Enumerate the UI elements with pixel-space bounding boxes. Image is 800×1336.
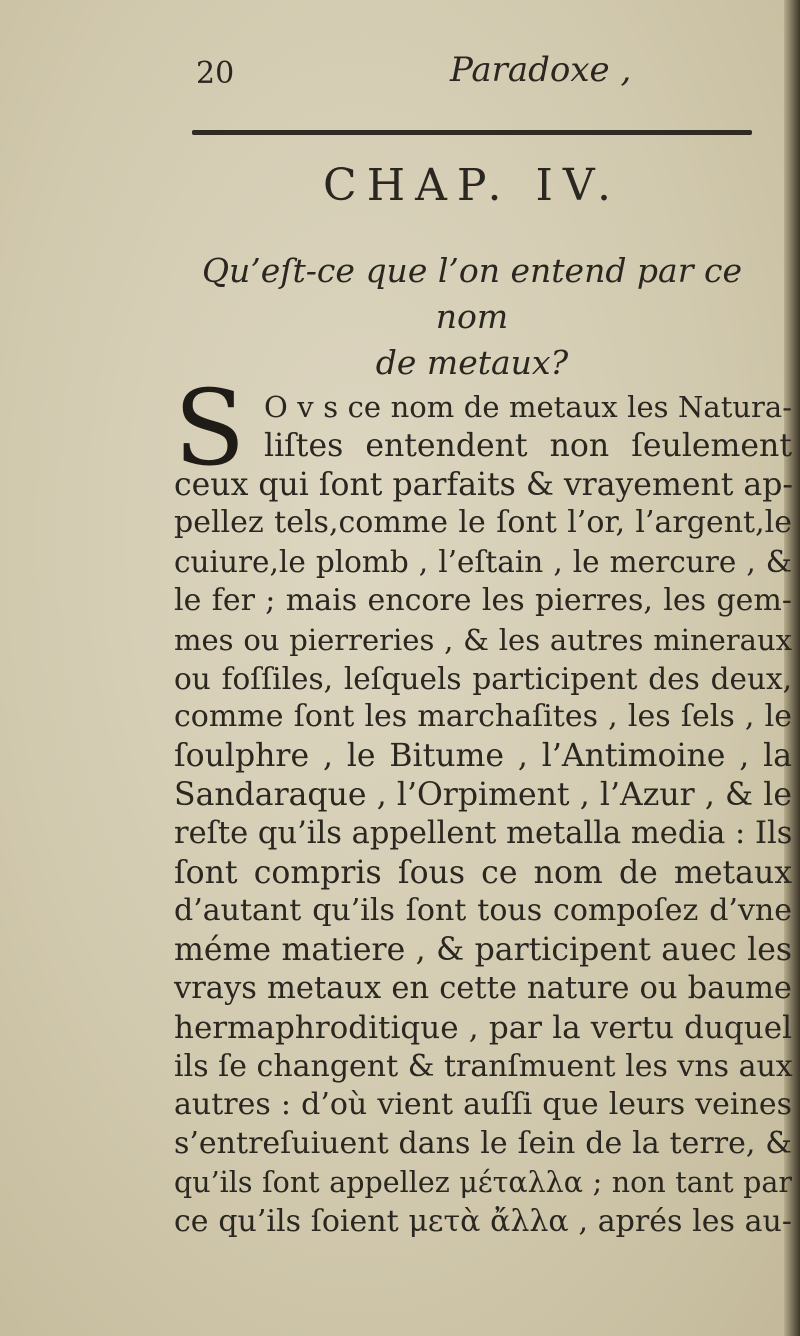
page-header bbox=[196, 44, 756, 94]
text-line: vrays metaux en cette nature ou baume bbox=[174, 970, 792, 1006]
text-line: qu’ils ſont appellez μέταλλα ; non tant par bbox=[174, 1165, 792, 1199]
text-line: le fer ; mais encore les pierres, les gem- bbox=[174, 582, 792, 618]
text-line: O v s ce nom de metaux les Natura- bbox=[264, 390, 792, 424]
drop-cap: S bbox=[174, 367, 246, 489]
text-line: méme matiere , & participent auec les bbox=[174, 932, 792, 969]
text-line: pellez tels,comme le ſont l’or, l’argent,le bbox=[174, 505, 792, 541]
text-line: ſont compris ſous ce nom de metaux bbox=[174, 854, 792, 891]
text-line: hermaphroditique , par la vertu duquel bbox=[174, 1009, 792, 1046]
text-line: cuiure,le plomb , l’eſtain , le mercure , & bbox=[174, 545, 792, 580]
header-rule bbox=[192, 130, 752, 135]
text-line: comme ſont les marchaſites , les ſels , le bbox=[174, 699, 792, 735]
text-line: ou foſſiles, leſquels participent des deux, bbox=[174, 661, 792, 696]
text-line: mes ou pierreries , & les autres mineraux bbox=[174, 622, 792, 657]
text-line: ce qu’ils ſoient μετὰ ἄλλα , aprés les au- bbox=[174, 1203, 792, 1239]
text-line: reſte qu’ils appellent metalla media : Ils bbox=[174, 815, 793, 851]
text-line: ſoulphre , le Bitume , l’Antimoine , la bbox=[174, 738, 792, 775]
subtitle-line: de metaux? bbox=[375, 343, 569, 382]
running-head: Paradoxe , bbox=[450, 50, 632, 90]
chapter-subtitle bbox=[192, 248, 752, 386]
subtitle-line: Qu’eſt-ce que l’on entend par ce nom bbox=[201, 251, 743, 336]
page-number: 20 bbox=[196, 56, 235, 91]
text-line: d’autant qu’ils ſont tous compoſez d’vne bbox=[174, 893, 792, 929]
text-line: autres : d’où vient auſſi que leurs veines bbox=[174, 1087, 792, 1123]
text-line: liſtes entendent non ſeulement bbox=[264, 427, 792, 464]
chapter-title: CHAP. IV. bbox=[323, 160, 621, 211]
body-text bbox=[174, 388, 792, 1242]
text-line: Sandaraque , l’Orpiment , l’Azur , & le bbox=[174, 776, 792, 813]
text-line: ceux qui ſont parfaits & vrayement ap- bbox=[174, 466, 794, 503]
text-line: ils ſe changent & tranſmuent les vns aux bbox=[174, 1048, 793, 1084]
text-line: s’entreſuiuent dans le ſein de la terre, & bbox=[174, 1126, 792, 1162]
